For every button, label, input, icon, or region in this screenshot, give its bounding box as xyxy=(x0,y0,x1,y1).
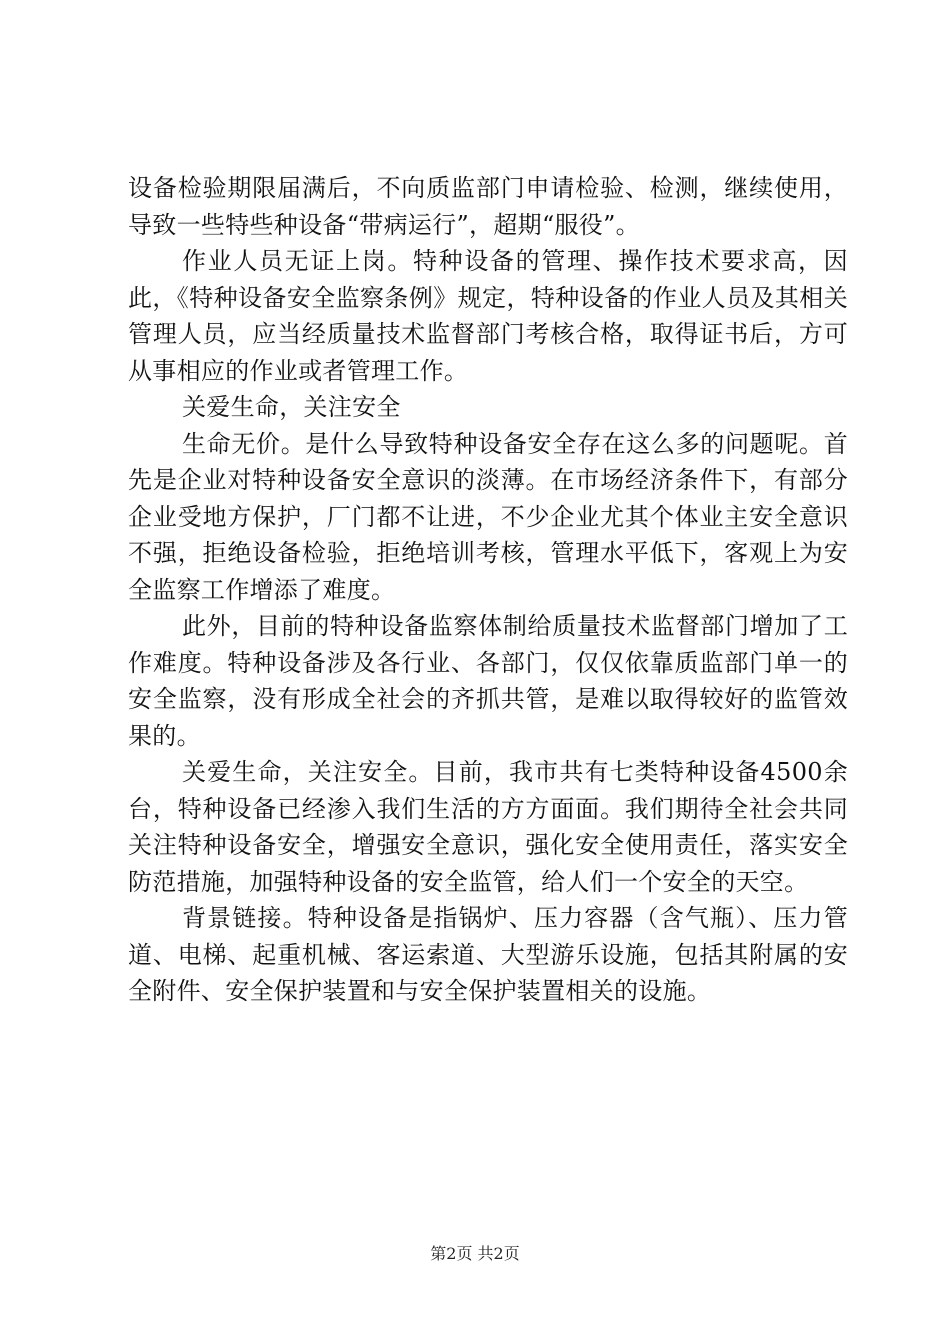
paragraph-continuation: 设备检验期限届满后，不向质监部门申请检验、检测，继续使用，导致一些特些种设备“带病运行”，超期“服役”。 xyxy=(128,174,848,239)
section-heading-care-for-life: 关爱生命，关注安全 xyxy=(182,393,401,421)
paragraph-background-link: 背景链接。特种设备是指锅炉、压力容器（含气瓶）、压力管道、电梯、起重机械、客运索道、大型游乐设施，包括其附属的安全附件、安全保护装置和与安全保护装置相关的设施。 xyxy=(128,904,848,1005)
paragraph-city-equipment: 关爱生命，关注安全。目前，我市共有七类特种设备4500余台，特种设备已经渗入我们生活的方方面面。我们期待全社会共同关注特种设备安全，增强安全意识，强化安全使用责任，落实安全防范措施，加强特种设备的安全监管，给人们一个安全的天空。 xyxy=(128,758,848,896)
page-footer: 第2页 共2页 xyxy=(430,1244,520,1263)
document-body xyxy=(128,170,848,1010)
paragraph-uncertified-operators: 作业人员无证上岗。特种设备的管理、操作技术要求高，因此，《特种设备安全监察条例》规定，特种设备的作业人员及其相关管理人员，应当经质量技术监督部门考核合格，取得证书后，方可从事相应的作业或者管理工作。 xyxy=(128,247,848,385)
paragraph-life-is-priceless: 生命无价。是什么导致特种设备安全存在这么多的问题呢。首先是企业对特种设备安全意识的淡薄。在市场经济条件下，有部分企业受地方保护，厂门都不让进，不少企业尤其个体业主安全意识不强，拒绝设备检验，拒绝培训考核，管理水平低下，客观上为安全监察工作增添了难度。 xyxy=(128,429,848,604)
paragraph-supervision-system: 此外，目前的特种设备监察体制给质量技术监督部门增加了工作难度。特种设备涉及各行业、各部门，仅仅依靠质监部门单一的安全监察，没有形成全社会的齐抓共管，是难以取得较好的监管效果的。 xyxy=(128,612,848,750)
